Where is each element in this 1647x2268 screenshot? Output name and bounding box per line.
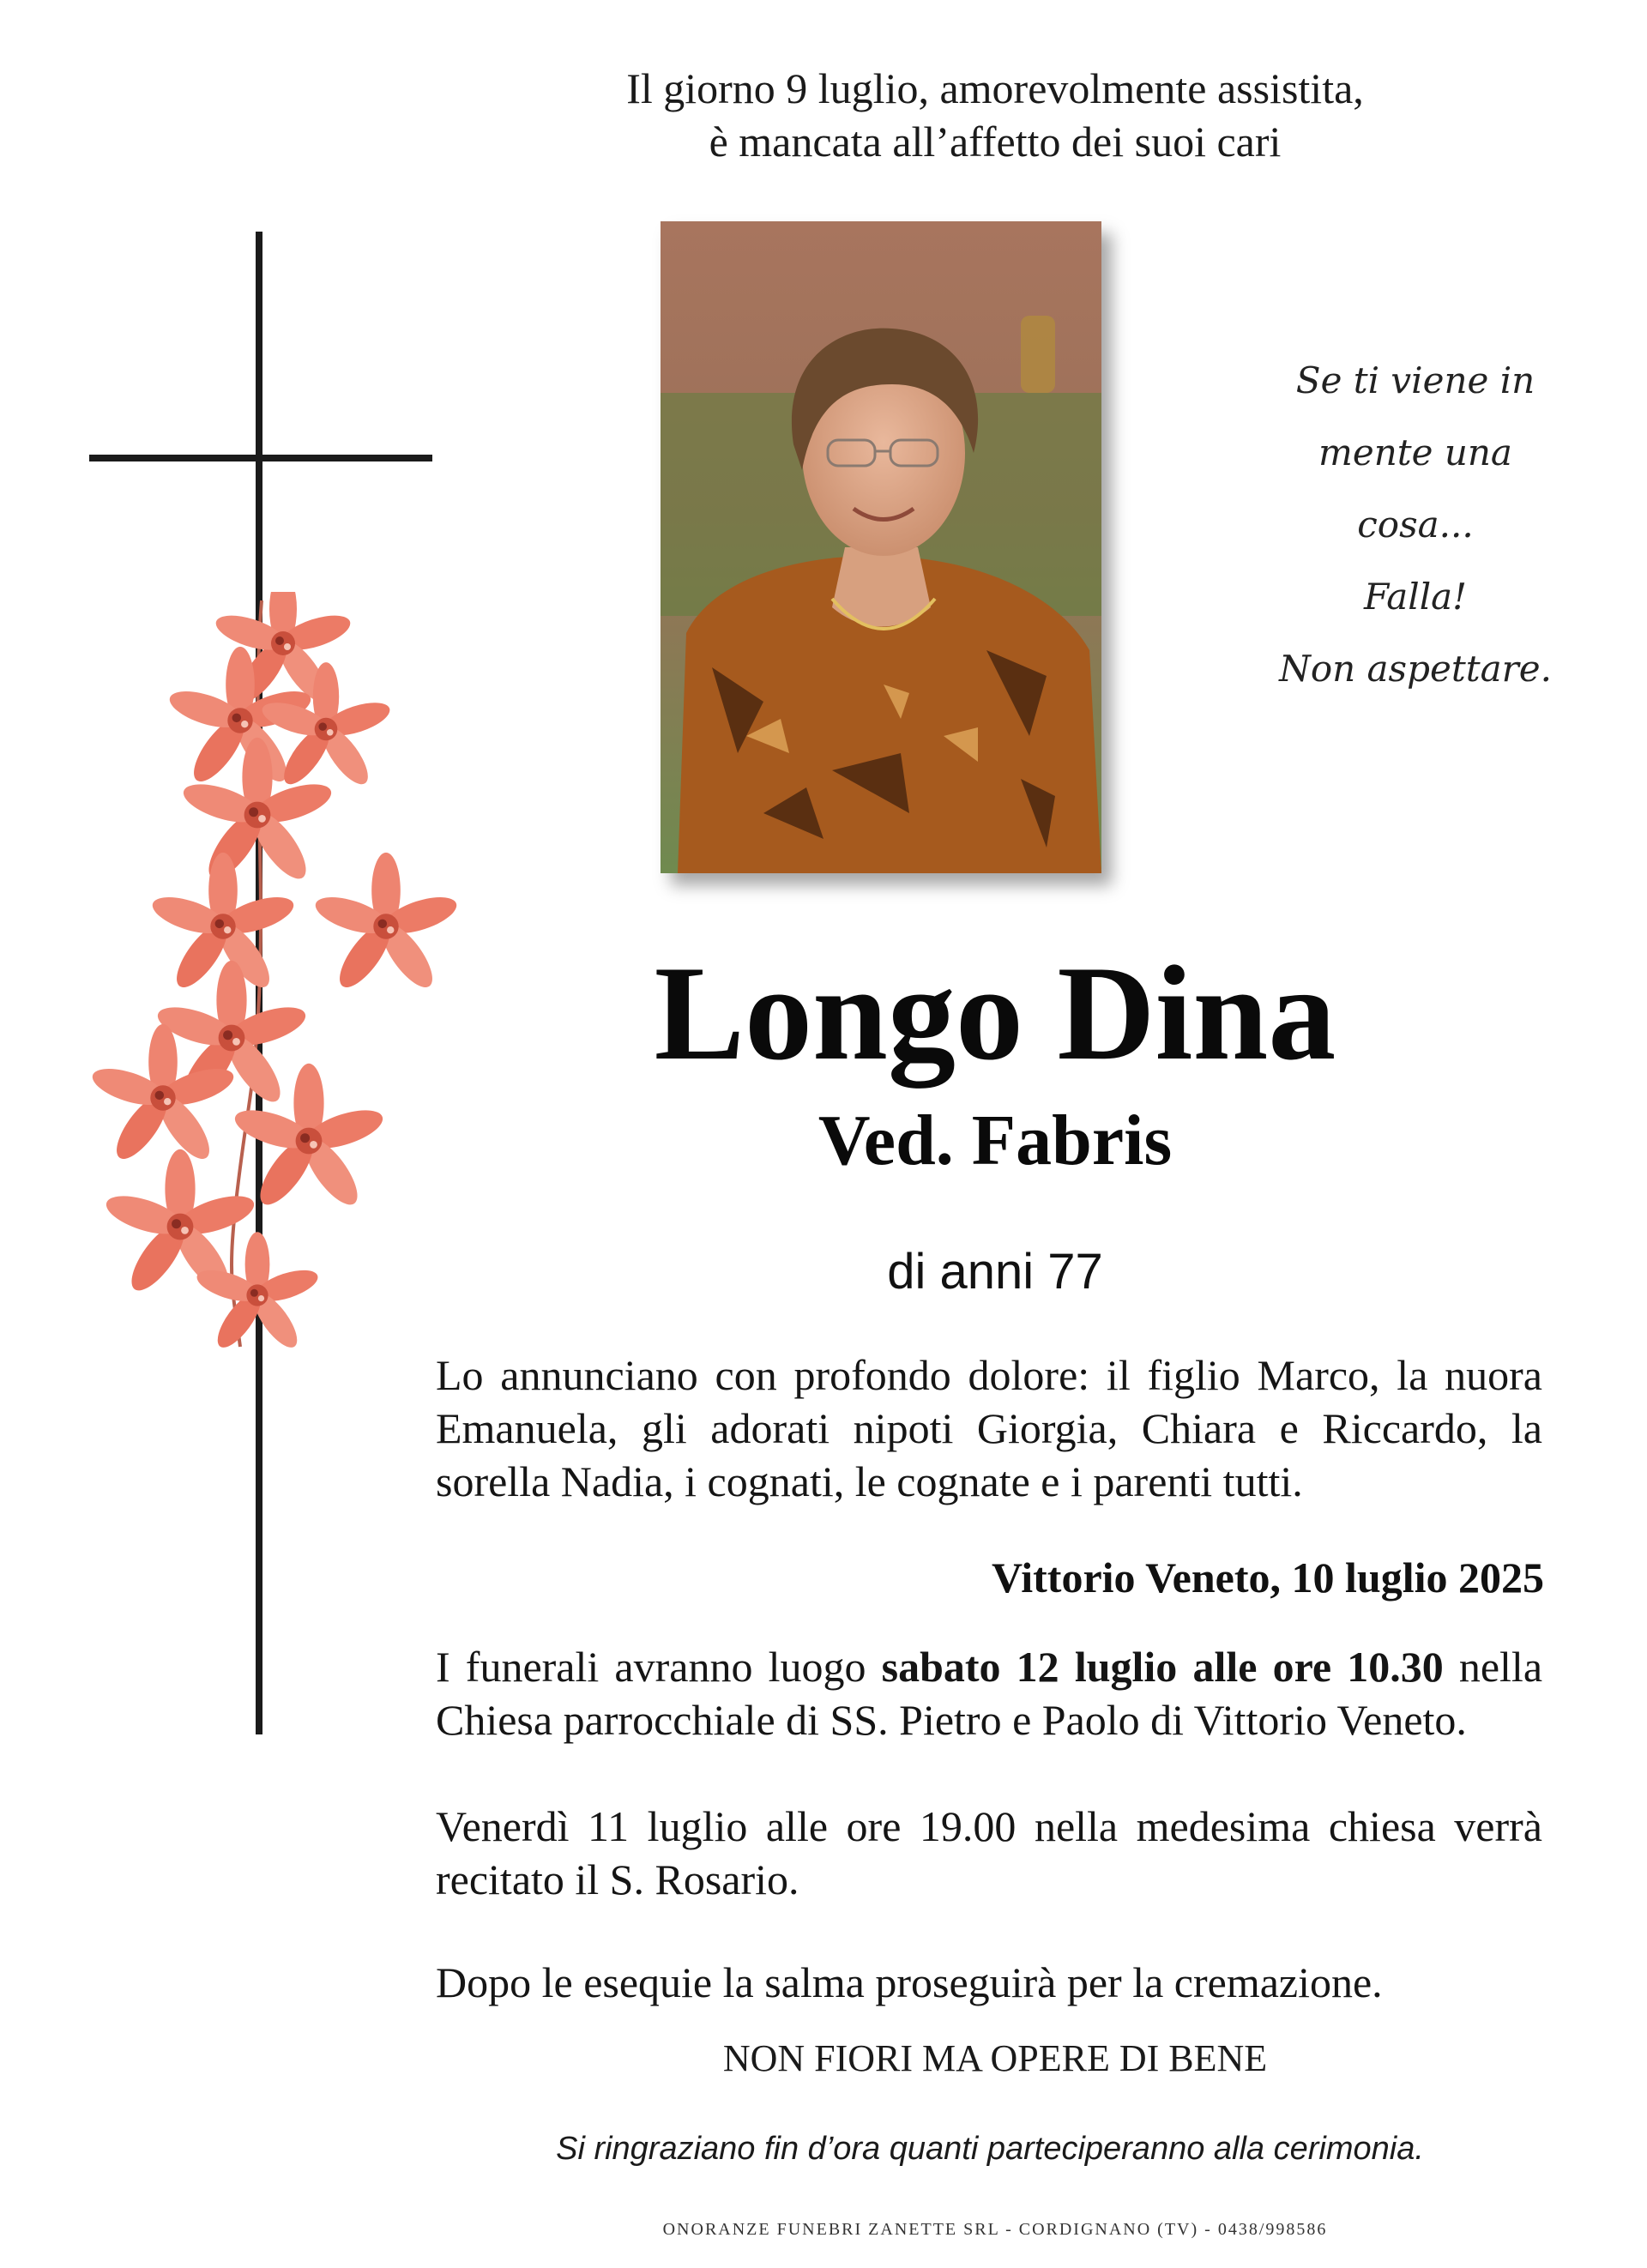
quote-line-4: Falla!: [1363, 576, 1468, 618]
quote-line-2: mente una: [1318, 431, 1512, 474]
place-date: Vittorio Veneto, 10 luglio 2025: [992, 1553, 1544, 1601]
deceased-subname: Ved. Fabris: [817, 1101, 1173, 1180]
cremation-paragraph: Dopo le esequie la salma proseguirà per la cremazione.: [436, 1958, 1383, 2006]
cross-horizontal-bar: [89, 455, 432, 461]
quote-line-5: Non aspettare.: [1279, 648, 1552, 690]
funeral-home-footer: ONORANZE FUNEBRI ZANETTE SRL - CORDIGNANO (TV) - 0438/998586: [662, 2220, 1328, 2239]
funeral-paragraph: [436, 1640, 1542, 1746]
quote-text: [1235, 345, 1596, 705]
intro-line-1: Il giorno 9 luglio, amorevolmente assistita,: [626, 64, 1364, 112]
funeral-datetime: sabato 12 luglio alle ore 10.30: [881, 1643, 1444, 1691]
deceased-name: Longo Dina: [654, 938, 1336, 1089]
funeral-text-after: nella Chiesa parrocchiale di SS. Pietro e Paolo di Vittorio Veneto.: [436, 1643, 1543, 1744]
intro-line-2: è mancata all’affetto dei suoi cari: [709, 118, 1282, 166]
thanks-note: Si ringraziano fin d’ora quanti parteciperanno alla cerimonia.: [556, 2131, 1424, 2167]
portrait-photo: [661, 221, 1101, 873]
quote-line-3: cosa...: [1357, 504, 1474, 546]
funeral-text-before: I funerali avranno luogo: [436, 1643, 882, 1691]
intro-text: [480, 62, 1510, 168]
rosary-paragraph: Venerdì 11 luglio alle ore 19.00 nella medesima chiesa verrà recitato il S. Rosario.: [436, 1802, 1542, 1903]
orchid-flowers-illustration: [77, 592, 489, 1364]
announcement-paragraph: Lo annunciano con profondo dolore: il figlio Marco, la nuora Emanuela, gli adorati nipoti Giorgia, Chiara e Riccardo, la sorella Nadia, i cognati, le cognate e i parenti tutti.: [436, 1351, 1542, 1505]
deceased-age: di anni 77: [887, 1244, 1103, 1300]
quote-line-1: Se ti viene in: [1295, 359, 1535, 401]
no-flowers-notice: NON FIORI MA OPERE DI BENE: [722, 2037, 1268, 2079]
